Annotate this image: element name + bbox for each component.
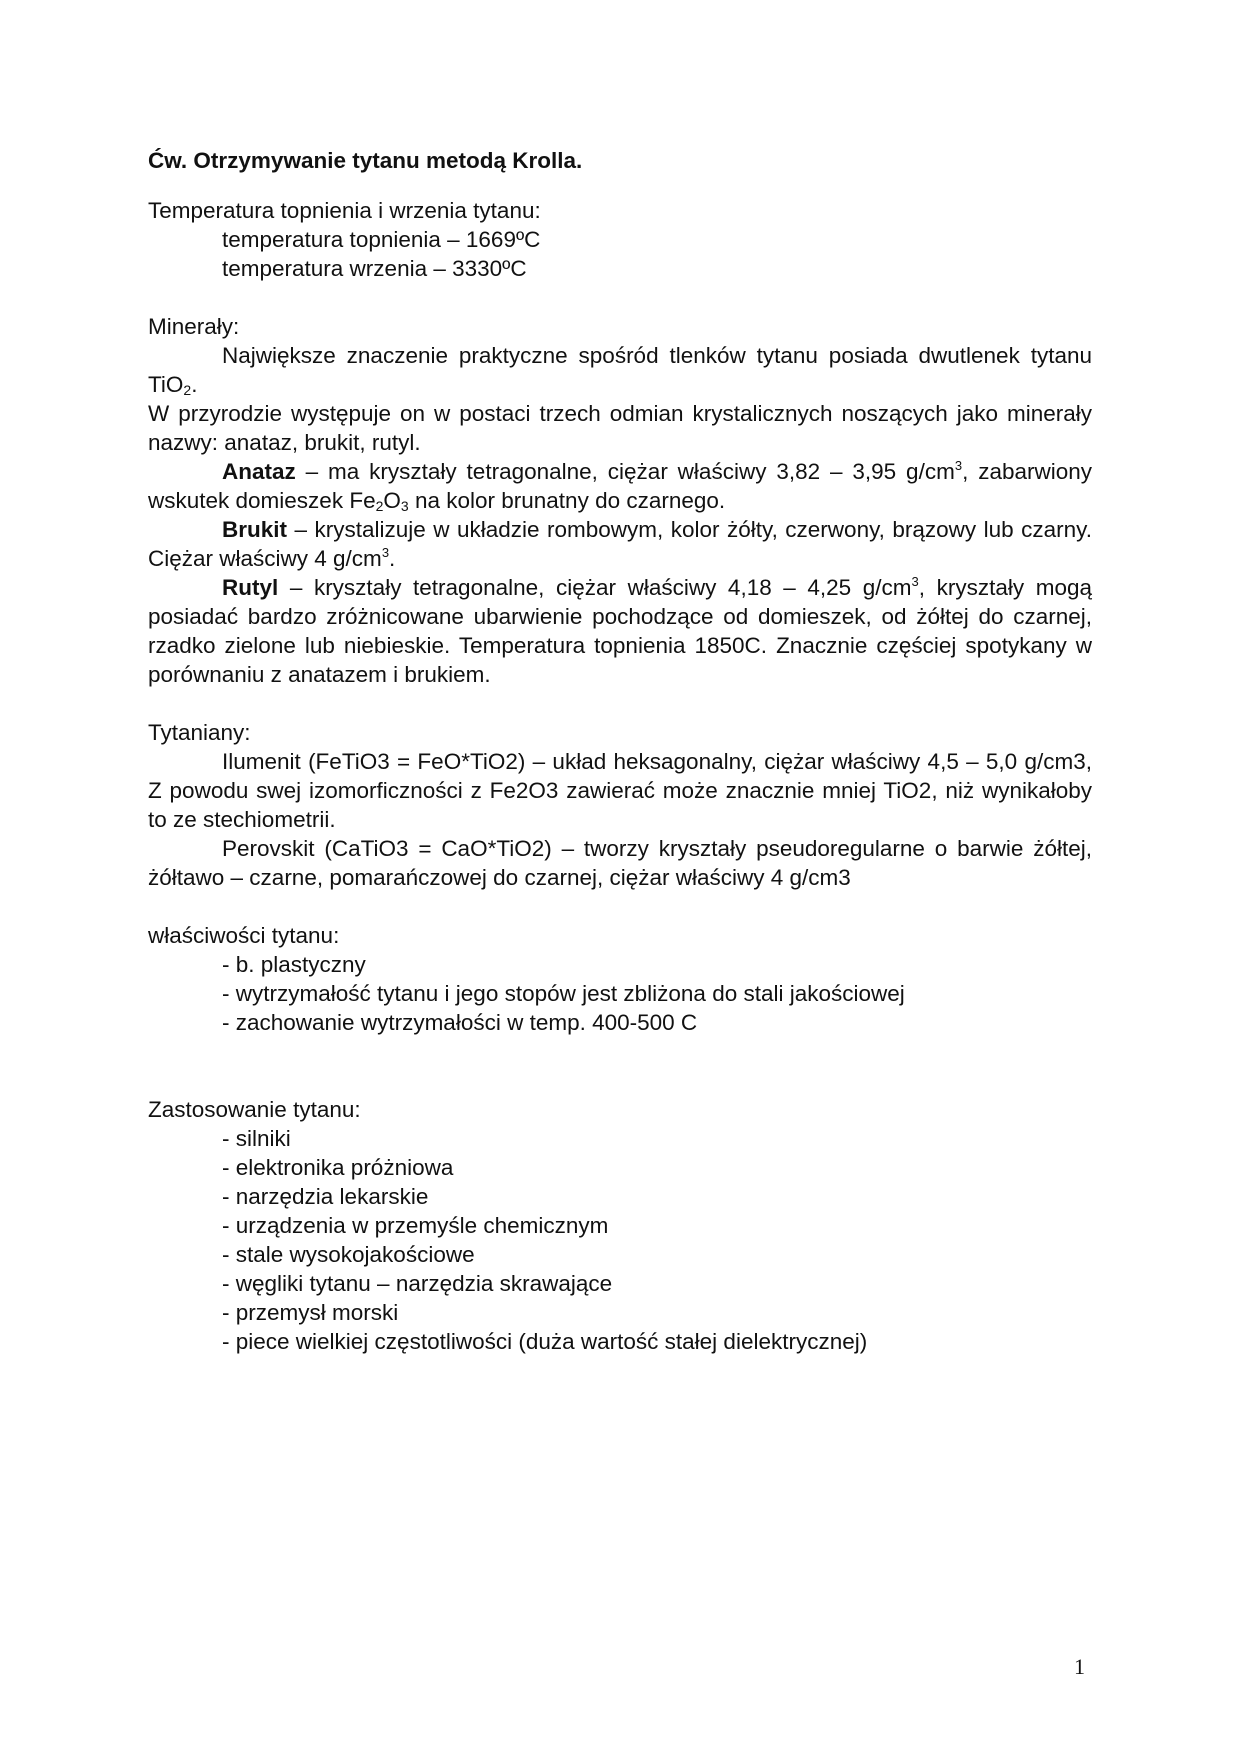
rutyl-text-1: – kryształy tetragonalne, ciężar właściwy 4,18 – 4,25 g/cm xyxy=(278,575,912,600)
anataz-text-3: O xyxy=(383,488,401,513)
brukit-text-2: . xyxy=(389,546,396,571)
ilmenite-paragraph: Ilumenit (FeTiO3 = FeO*TiO2) – układ heksagonalny, ciężar właściwy 4,5 – 5,0 g/cm3, Z powodu swej izomorficzności z Fe2O3 zawierać może znacznie mniej TiO2, niż wynikałoby to ze stechiometrii. xyxy=(148,749,1092,832)
anataz-superscript: 3 xyxy=(954,458,963,473)
fe2-subscript: 2 xyxy=(375,498,384,514)
page-number: 1 xyxy=(1074,1654,1085,1679)
document-body xyxy=(148,146,1092,1356)
spacer xyxy=(148,1066,1092,1095)
rutyl-term: Rutyl xyxy=(222,575,279,600)
brukit-superscript: 3 xyxy=(381,545,390,560)
boiling-point: temperatura wrzenia – 3330ºC xyxy=(222,256,527,281)
minerals-heading: Minerały: xyxy=(148,314,240,339)
list-item: - silniki xyxy=(222,1126,291,1151)
list-item: - urządzenia w przemyśle chemicznym xyxy=(222,1213,609,1238)
o3-subscript: 3 xyxy=(400,498,409,514)
rutyl-paragraph xyxy=(148,573,1092,689)
minerals-intro-end: . xyxy=(191,372,198,397)
list-item: - wytrzymałość tytanu i jego stopów jest zbliżona do stali jakościowej xyxy=(222,981,905,1006)
list-item: - narzędzia lekarskie xyxy=(222,1184,429,1209)
list-item: - elektronika próżniowa xyxy=(222,1155,454,1180)
minerals-nature: W przyrodzie występuje on w postaci trzech odmian krystalicznych noszących jako minerały nazwy: anataz, brukit, rutyl. xyxy=(148,401,1092,455)
anataz-term: Anataz xyxy=(222,459,296,484)
brukit-paragraph xyxy=(148,515,1092,573)
anataz-text-1: – ma kryształy tetragonalne, ciężar właściwy 3,82 – 3,95 g/cm xyxy=(295,459,955,484)
anataz-text-4: na kolor brunatny do czarnego. xyxy=(408,488,726,513)
list-item: - stale wysokojakościowe xyxy=(222,1242,475,1267)
minerals-intro-text: Największe znaczenie praktyczne spośród tlenków tytanu posiada dwutlenek tytanu TiO xyxy=(148,343,1092,397)
applications-heading: Zastosowanie tytanu: xyxy=(148,1097,361,1122)
list-item: - przemysł morski xyxy=(222,1300,399,1325)
melting-point: temperatura topnienia – 1669ºC xyxy=(222,227,541,252)
document-title: Ćw. Otrzymywanie tytanu metodą Krolla. xyxy=(148,148,583,173)
spacer xyxy=(148,689,1092,718)
spacer xyxy=(148,283,1092,312)
list-item: - piece wielkiej częstotliwości (duża wartość stałej dielektrycznej) xyxy=(222,1329,868,1354)
spacer xyxy=(148,1037,1092,1066)
perovskite-paragraph: Perovskit (CaTiO3 = CaO*TiO2) – tworzy kryształy pseudoregularne o barwie żółtej, żółtawo – czarne, pomarańczowej do czarnej, ciężar właściwy 4 g/cm3 xyxy=(148,836,1092,890)
list-item: - zachowanie wytrzymałości w temp. 400-500 C xyxy=(222,1010,698,1035)
properties-heading: właściwości tytanu: xyxy=(148,923,340,948)
rutyl-superscript: 3 xyxy=(911,574,919,589)
minerals-intro xyxy=(148,341,1092,399)
anataz-paragraph xyxy=(148,457,1092,515)
brukit-term: Brukit xyxy=(222,517,288,542)
list-item: - węgliki tytanu – narzędzia skrawające xyxy=(222,1271,613,1296)
tio2-subscript: 2 xyxy=(183,382,192,398)
titanates-heading: Tytaniany: xyxy=(148,720,251,745)
list-item: - b. plastyczny xyxy=(222,952,366,977)
temperatures-heading: Temperatura topnienia i wrzenia tytanu: xyxy=(148,198,541,223)
brukit-text-1: – krystalizuje w układzie rombowym, kolor żółty, czerwony, brązowy lub czarny. Ciężar właściwy 4 g/cm xyxy=(148,517,1092,571)
spacer xyxy=(148,892,1092,921)
anataz-text-2: , zabarwiony wskutek domieszek Fe xyxy=(148,459,1093,513)
rutyl-text-2: , kryształy mogą posiadać bardzo zróżnicowane ubarwienie pochodzące od domieszek, od żółtej do czarnej, rzadko zielone lub niebieskie. Temperatura topnienia 1850C. Znacznie częściej spotykany w porównaniu z anatazem i brukiem. xyxy=(148,575,1092,687)
